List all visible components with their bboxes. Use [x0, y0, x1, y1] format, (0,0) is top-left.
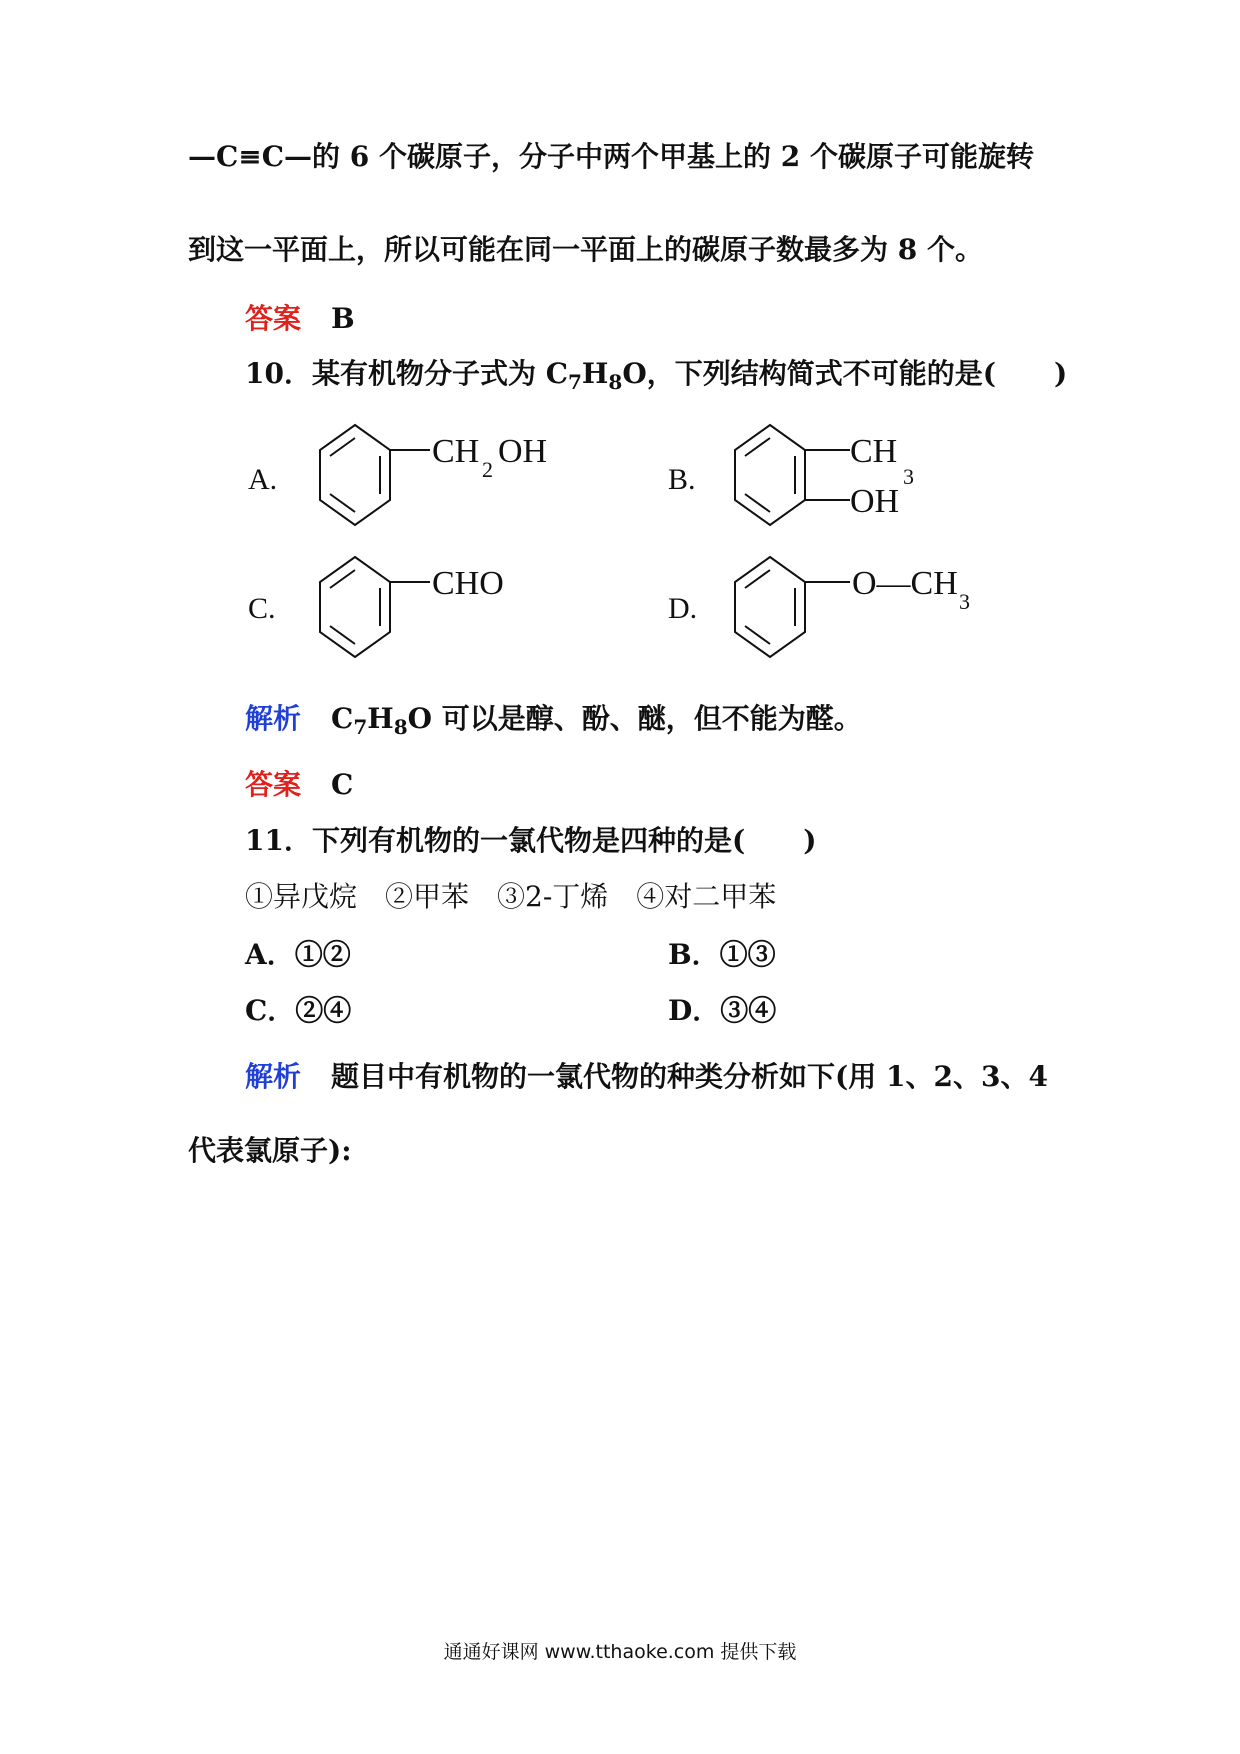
question-11-items: ①异戊烷 ②甲苯 ③2-丁烯 ④对二甲苯: [245, 880, 777, 913]
question-10: [245, 357, 1067, 394]
question-10-prefix: 10．某有机物分子式为 C: [245, 357, 568, 390]
option-c-letter: C.: [248, 592, 276, 625]
option-d-letter: D.: [668, 592, 698, 625]
option-d-structure: [725, 552, 985, 672]
question-11-text: 11．下列有机物的一氯代物是四种的是(: [245, 824, 746, 857]
question-10-mid: H: [581, 357, 609, 390]
analysis-label: 解析: [245, 1060, 302, 1093]
option-b-letter: B.: [668, 463, 696, 496]
question-10-suffix: O，下列结构简式不可能的是(: [622, 357, 996, 390]
analysis-formula-sub2: 8: [393, 715, 408, 739]
option-a-sub: 2: [482, 457, 493, 482]
analysis-10: [245, 702, 862, 739]
option-a-tail: OH: [498, 433, 548, 470]
question-10-close: ): [1053, 357, 1068, 390]
answer-value: B: [331, 302, 355, 335]
analysis-formula-h: H: [367, 702, 394, 735]
analysis-10-text: O 可以是醇、酚、醚，但不能为醛。: [407, 702, 862, 735]
option-b-sub: 3: [903, 464, 914, 489]
option-11-a: A．①②: [245, 938, 351, 971]
analysis-label: 解析: [245, 702, 302, 735]
answer-value: C: [331, 768, 354, 801]
option-d-group: O—CH: [852, 565, 958, 602]
option-a-structure: [310, 420, 570, 540]
question-10-sub2: 8: [608, 370, 623, 394]
question-11: [245, 824, 816, 858]
analysis-11: [245, 1060, 1048, 1094]
option-11-c: C．②④: [245, 994, 352, 1027]
option-a-letter: A.: [248, 463, 278, 496]
answer-9: [245, 302, 355, 336]
analysis-formula-sub1: 7: [353, 715, 368, 739]
analysis-11-line2: 代表氯原子):: [188, 1134, 352, 1167]
option-d-sub: 3: [959, 589, 970, 614]
analysis-formula-c: C: [331, 702, 354, 735]
answer-label: 答案: [245, 302, 302, 335]
option-11-d: D．③④: [668, 994, 777, 1027]
answer-10: [245, 768, 353, 802]
answer-label: 答案: [245, 768, 302, 801]
option-c-group: CHO: [432, 565, 504, 602]
option-b-structure: [725, 420, 945, 540]
analysis-11-line1: 题目中有机物的一氯代物的种类分析如下(用 1、2、3、4: [331, 1060, 1048, 1093]
option-b-group1: CH: [850, 433, 898, 470]
question-11-close: ): [803, 824, 817, 857]
option-c-structure: [310, 552, 530, 672]
footer: 通通好课网 www.tthaoke.com 提供下载: [443, 1641, 797, 1663]
explanation-line-1: —C≡C—的 6 个碳原子，分子中两个甲基上的 2 个碳原子可能旋转: [188, 140, 1034, 173]
question-10-sub1: 7: [568, 370, 582, 394]
explanation-line-2: 到这一平面上，所以可能在同一平面上的碳原子数最多为 8 个。: [188, 233, 983, 266]
option-11-b: B．①③: [668, 938, 776, 971]
option-b-group2: OH: [850, 483, 900, 520]
option-a-group: CH: [432, 433, 480, 470]
